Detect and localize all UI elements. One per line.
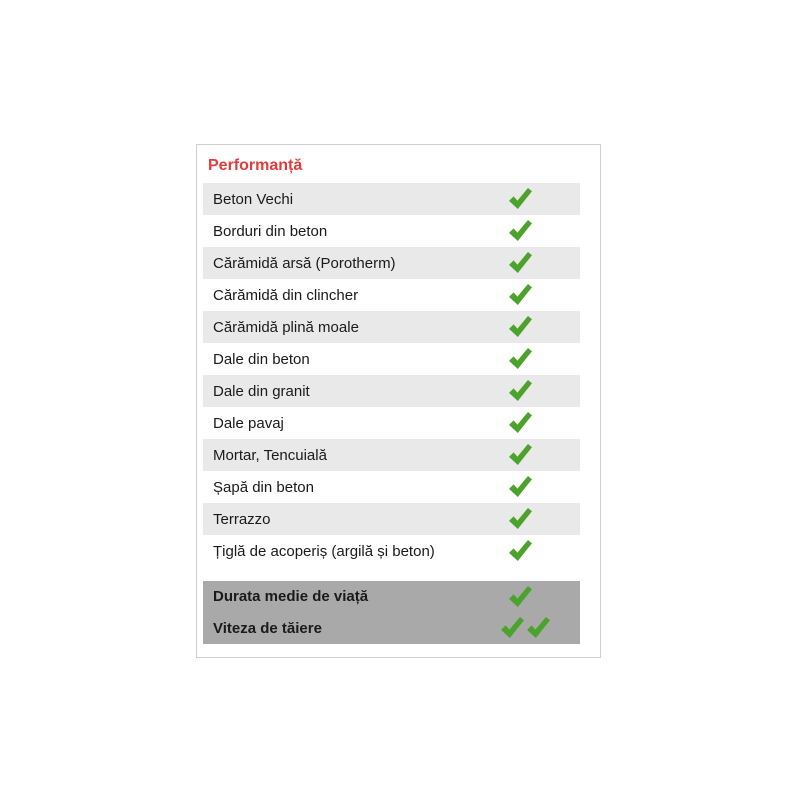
checkmark-icon bbox=[509, 188, 532, 210]
checkmark-icon bbox=[509, 412, 532, 434]
table-row bbox=[203, 503, 580, 535]
checkmark-icon bbox=[509, 540, 532, 562]
checkmark-icon bbox=[509, 252, 532, 274]
summary-row-lifetime bbox=[203, 581, 580, 613]
checkmark-icon bbox=[509, 284, 532, 306]
table-row bbox=[203, 439, 580, 471]
row-label: Cărămidă arsă (Porotherm) bbox=[213, 254, 396, 272]
checkmark-icon bbox=[509, 444, 532, 466]
row-label: Dale pavaj bbox=[213, 414, 284, 432]
table-row bbox=[203, 375, 580, 407]
performance-panel bbox=[196, 144, 601, 658]
row-label: Terrazzo bbox=[213, 510, 271, 528]
row-label: Țiglă de acoperiș (argilă și beton) bbox=[213, 542, 435, 560]
row-label: Viteza de tăiere bbox=[213, 619, 322, 637]
table-row bbox=[203, 407, 580, 439]
table-row bbox=[203, 535, 580, 567]
checkmark-icon bbox=[509, 316, 532, 338]
table-row bbox=[203, 279, 580, 311]
table-row bbox=[203, 343, 580, 375]
row-label: Beton Vechi bbox=[213, 190, 294, 208]
row-label: Dale din granit bbox=[213, 382, 310, 400]
table-row bbox=[203, 215, 580, 247]
table-row bbox=[203, 311, 580, 343]
row-label: Cărămidă plină moale bbox=[213, 318, 359, 336]
checkmark-icon bbox=[509, 220, 532, 242]
checkmark-icon bbox=[527, 617, 550, 639]
checkmark-icon bbox=[509, 348, 532, 370]
row-label: Șapă din beton bbox=[213, 478, 314, 496]
checkmark-icon bbox=[501, 617, 524, 639]
summary-row-cutting-speed bbox=[203, 613, 580, 645]
row-label: Dale din beton bbox=[213, 350, 310, 368]
checkmark-icon bbox=[509, 586, 532, 608]
summary-section bbox=[203, 581, 580, 644]
checkmark-icon bbox=[509, 508, 532, 530]
table-row bbox=[203, 471, 580, 503]
row-label: Borduri din beton bbox=[213, 222, 328, 240]
checkmark-icon bbox=[509, 380, 532, 402]
panel-title: Performanță bbox=[208, 157, 303, 174]
checkmark-icon bbox=[509, 476, 532, 498]
row-label: Cărămidă din clincher bbox=[213, 286, 359, 304]
row-label: Durata medie de viață bbox=[213, 588, 369, 606]
row-label: Mortar, Tencuială bbox=[213, 446, 327, 464]
table-row bbox=[203, 183, 580, 215]
table-row bbox=[203, 247, 580, 279]
material-rows bbox=[203, 183, 580, 567]
